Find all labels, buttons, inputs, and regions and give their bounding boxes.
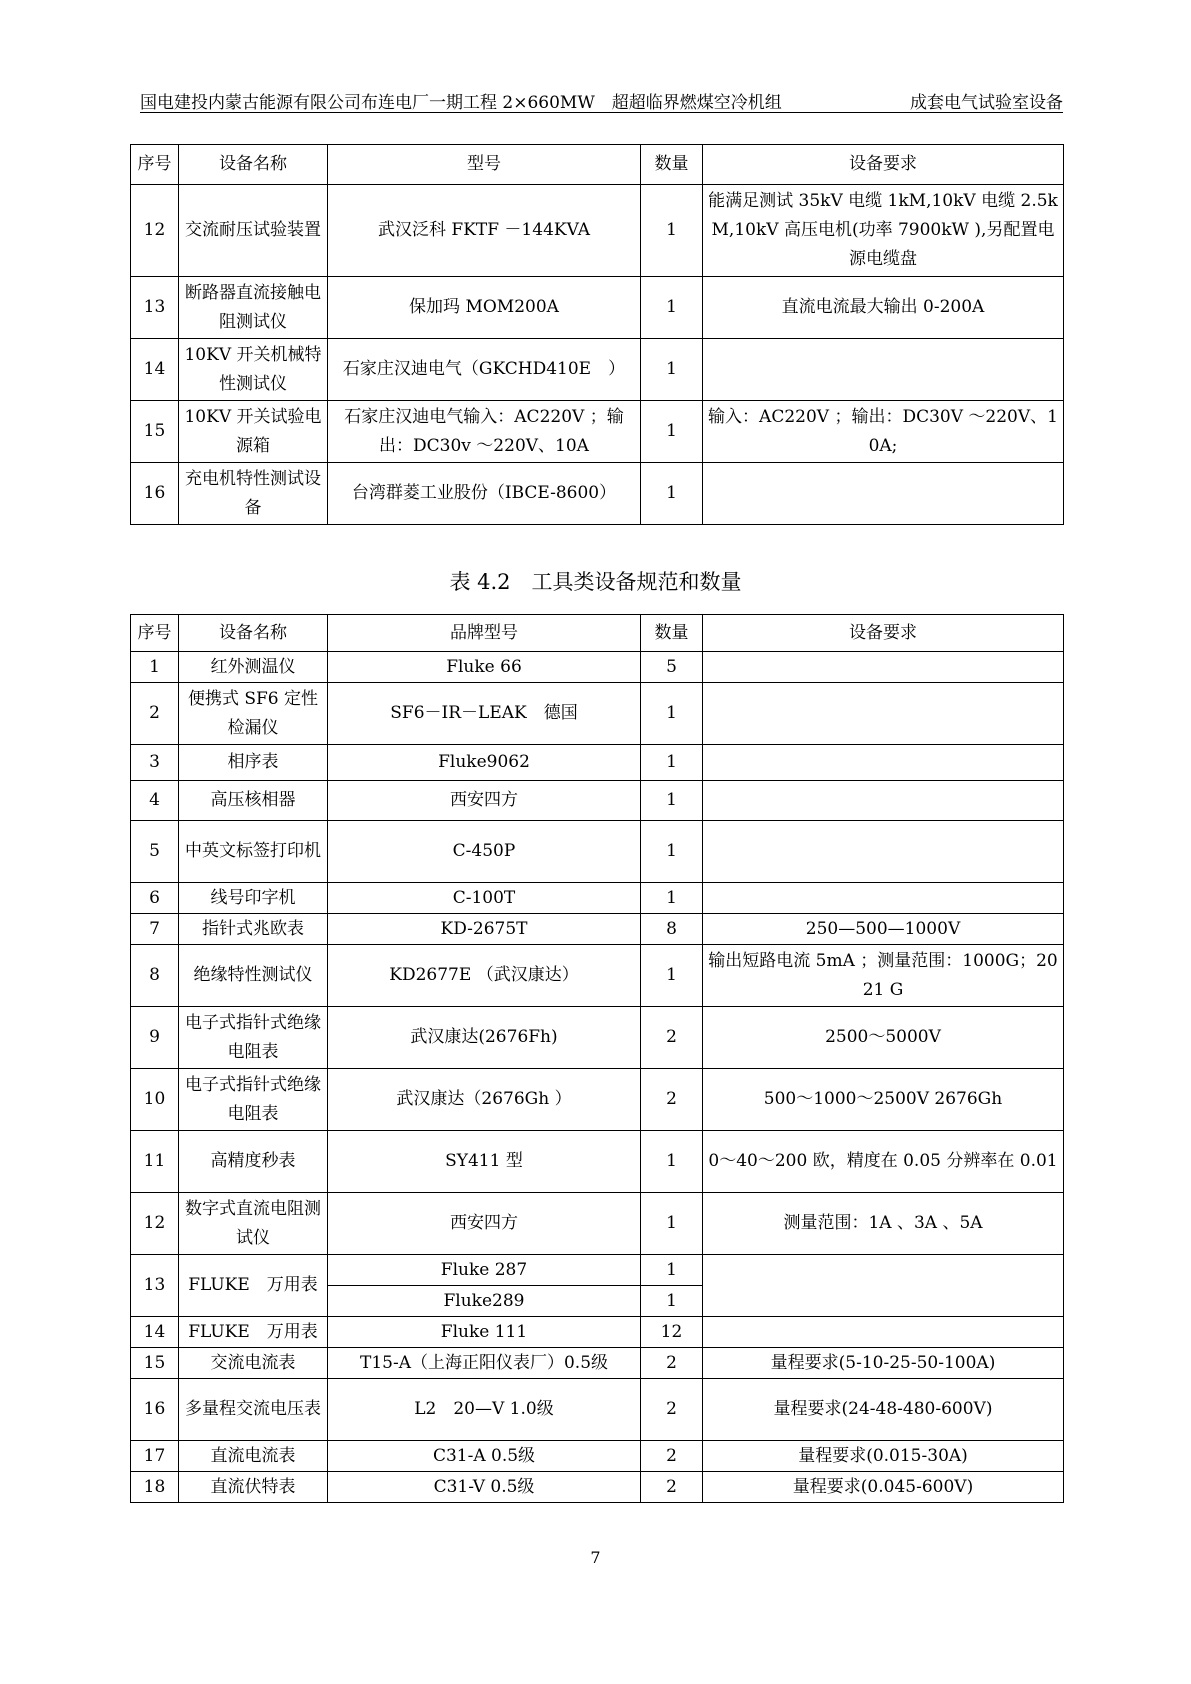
cell-requirement: 500～1000～2500V 2676Gh [703,1069,1064,1131]
cell-model: C-100T [328,883,641,914]
equipment-table-continued [130,144,1064,525]
cell-requirement [703,781,1064,821]
cell-model: L2 20—V 1.0级 [328,1379,641,1441]
cell-index: 6 [131,883,179,914]
cell-name: 10KV 开关试验电源箱 [179,401,328,463]
cell-quantity: 1 [641,883,703,914]
cell-requirement [703,745,1064,781]
cell-requirement [703,683,1064,745]
cell-quantity: 2 [641,1472,703,1503]
table-row [131,652,1064,683]
cell-model: KD2677E （武汉康达） [328,945,641,1007]
cell-index: 4 [131,781,179,821]
cell-quantity: 12 [641,1317,703,1348]
cell-quantity: 1 [641,1255,703,1286]
table-row [131,914,1064,945]
cell-name: FLUKE 万用表 [179,1255,328,1317]
cell-model: Fluke 111 [328,1317,641,1348]
cell-requirement: 量程要求(24-48-480-600V) [703,1379,1064,1441]
cell-requirement [703,1255,1064,1317]
cell-index: 14 [131,339,179,401]
cell-index: 15 [131,401,179,463]
cell-model: C31-A 0.5级 [328,1441,641,1472]
cell-model: 台湾群菱工业股份（IBCE-8600） [328,463,641,525]
cell-model: 石家庄汉迪电气（GKCHD410E ） [328,339,641,401]
cell-index: 7 [131,914,179,945]
cell-name: 充电机特性测试设备 [179,463,328,525]
cell-requirement: 250—500—1000V [703,914,1064,945]
cell-model: 武汉康达(2676Fh) [328,1007,641,1069]
cell-requirement: 量程要求(5-10-25-50-100A) [703,1348,1064,1379]
cell-name: 绝缘特性测试仪 [179,945,328,1007]
cell-index: 11 [131,1131,179,1193]
cell-name: 线号印字机 [179,883,328,914]
cell-model: T15-A（上海正阳仪表厂）0.5级 [328,1348,641,1379]
cell-model: 西安四方 [328,1193,641,1255]
cell-quantity: 2 [641,1007,703,1069]
cell-requirement: 2500～5000V [703,1007,1064,1069]
page-header [140,86,1063,113]
table-row [131,1255,1064,1286]
cell-model: Fluke 287 [328,1255,641,1286]
cell-model: 保加玛 MOM200A [328,277,641,339]
cell-name: 交流耐压试验装置 [179,185,328,277]
cell-index: 18 [131,1472,179,1503]
table-row [131,1193,1064,1255]
cell-name: FLUKE 万用表 [179,1317,328,1348]
cell-index: 12 [131,185,179,277]
cell-name: 高压核相器 [179,781,328,821]
cell-requirement: 能满足测试 35kV 电缆 1kM,10kV 电缆 2.5kM,10kV 高压电机(功率 7900kW ),另配置电源电缆盘 [703,185,1064,277]
table-row [131,1007,1064,1069]
cell-requirement [703,463,1064,525]
cell-index: 8 [131,945,179,1007]
cell-quantity: 2 [641,1348,703,1379]
cell-model: SY411 型 [328,1131,641,1193]
cell-name: 相序表 [179,745,328,781]
cell-requirement: 量程要求(0.045-600V) [703,1472,1064,1503]
cell-requirement [703,821,1064,883]
table-row [131,745,1064,781]
header-cell: 数量 [641,615,703,652]
cell-quantity: 1 [641,1131,703,1193]
cell-name: 多量程交流电压表 [179,1379,328,1441]
table-header-row [131,615,1064,652]
cell-name: 直流电流表 [179,1441,328,1472]
cell-quantity: 1 [641,683,703,745]
cell-quantity: 8 [641,914,703,945]
table-caption: 表 4.2 工具类设备规范和数量 [449,570,742,594]
cell-quantity: 1 [641,401,703,463]
cell-index: 15 [131,1348,179,1379]
cell-requirement [703,1317,1064,1348]
header-cell: 品牌型号 [328,615,641,652]
cell-model: Fluke9062 [328,745,641,781]
tools-equipment-table [130,614,1064,1503]
cell-model: 武汉泛科 FKTF －144KVA [328,185,641,277]
table-row [131,883,1064,914]
cell-model: 西安四方 [328,781,641,821]
cell-model: 石家庄汉迪电气输入：AC220V ；输出：DC30v ～220V、10A [328,401,641,463]
cell-name: 电子式指针式绝缘电阻表 [179,1069,328,1131]
cell-name: 交流电流表 [179,1348,328,1379]
cell-quantity: 1 [641,1193,703,1255]
table-row [131,683,1064,745]
header-cell: 设备名称 [179,145,328,185]
cell-name: 10KV 开关机械特性测试仪 [179,339,328,401]
cell-index: 9 [131,1007,179,1069]
header-cell: 设备名称 [179,615,328,652]
header-cell: 设备要求 [703,145,1064,185]
cell-model: Fluke289 [328,1286,641,1317]
table-header-row [131,145,1064,185]
cell-quantity: 1 [641,277,703,339]
cell-quantity: 1 [641,1286,703,1317]
cell-quantity: 5 [641,652,703,683]
table-row [131,401,1064,463]
cell-name: 高精度秒表 [179,1131,328,1193]
table-row [131,463,1064,525]
cell-index: 10 [131,1069,179,1131]
cell-requirement [703,652,1064,683]
cell-model: 武汉康达（2676Gh ） [328,1069,641,1131]
table-row [131,1069,1064,1131]
cell-name: 电子式指针式绝缘电阻表 [179,1007,328,1069]
cell-index: 12 [131,1193,179,1255]
table-row [131,1317,1064,1348]
cell-quantity: 2 [641,1379,703,1441]
cell-index: 2 [131,683,179,745]
table-row [131,1348,1064,1379]
table-row [131,1131,1064,1193]
header-cell: 数量 [641,145,703,185]
table-row [131,339,1064,401]
cell-name: 指针式兆欧表 [179,914,328,945]
cell-requirement [703,883,1064,914]
table-row [131,1379,1064,1441]
cell-name: 中英文标签打印机 [179,821,328,883]
cell-index: 16 [131,463,179,525]
cell-requirement: 0～40～200 欧，精度在 0.05 分辨率在 0.01 [703,1131,1064,1193]
cell-index: 16 [131,1379,179,1441]
header-cell: 型号 [328,145,641,185]
cell-quantity: 1 [641,339,703,401]
cell-name: 便携式 SF6 定性检漏仪 [179,683,328,745]
cell-requirement: 量程要求(0.015-30A) [703,1441,1064,1472]
cell-name: 断路器直流接触电阻测试仪 [179,277,328,339]
cell-model: C-450P [328,821,641,883]
cell-name: 红外测温仪 [179,652,328,683]
table-row [131,1472,1064,1503]
cell-requirement: 测量范围：1A 、3A 、5A [703,1193,1064,1255]
table-row [131,277,1064,339]
table-row [131,821,1064,883]
cell-model: Fluke 66 [328,652,641,683]
cell-index: 14 [131,1317,179,1348]
cell-index: 13 [131,277,179,339]
cell-name: 直流伏特表 [179,1472,328,1503]
cell-requirement [703,339,1064,401]
cell-quantity: 1 [641,745,703,781]
cell-model: KD-2675T [328,914,641,945]
cell-name: 数字式直流电阻测试仪 [179,1193,328,1255]
cell-quantity: 1 [641,463,703,525]
cell-index: 3 [131,745,179,781]
cell-requirement: 直流电流最大输出 0-200A [703,277,1064,339]
cell-quantity: 1 [641,945,703,1007]
table-row [131,1441,1064,1472]
header-cell: 设备要求 [703,615,1064,652]
header-cell: 序号 [131,145,179,185]
cell-index: 5 [131,821,179,883]
table-row [131,945,1064,1007]
page-number: 7 [590,1548,601,1567]
header-project-title: 国电建投内蒙古能源有限公司布连电厂一期工程 2×660MW 超超临界燃煤空冷机组 [140,93,782,113]
cell-index: 13 [131,1255,179,1317]
table-row [131,185,1064,277]
cell-model: C31-V 0.5级 [328,1472,641,1503]
cell-index: 17 [131,1441,179,1472]
table-row [131,781,1064,821]
cell-requirement: 输入：AC220V ；输出：DC30V ～220V、10A; [703,401,1064,463]
header-cell: 序号 [131,615,179,652]
cell-quantity: 1 [641,185,703,277]
cell-quantity: 1 [641,781,703,821]
cell-quantity: 2 [641,1069,703,1131]
cell-model: SF6－IR－LEAK 德国 [328,683,641,745]
cell-quantity: 2 [641,1441,703,1472]
cell-requirement: 输出短路电流 5mA ；测量范围：1000G；2021 G [703,945,1064,1007]
cell-quantity: 1 [641,821,703,883]
cell-index: 1 [131,652,179,683]
header-section-title: 成套电气试验室设备 [910,93,1063,113]
